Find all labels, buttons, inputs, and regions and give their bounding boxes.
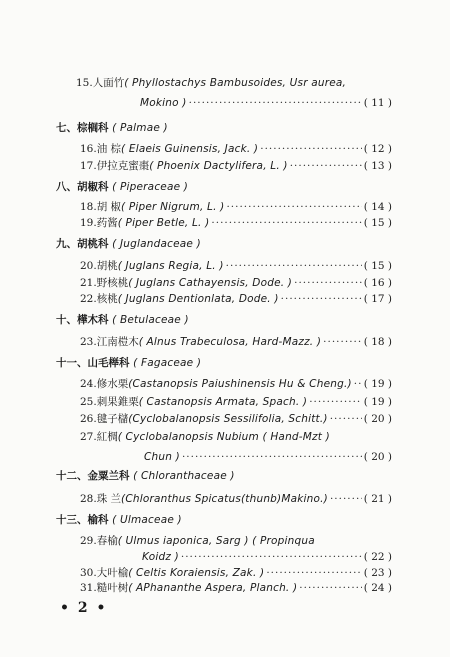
entry-latin-name: ( Castanopsis Armata, Spach. ) — [138, 396, 308, 408]
entry-chinese-name: 毽子櫧 — [96, 413, 129, 425]
toc-entry — [80, 160, 392, 173]
toc-entry-continuation — [140, 97, 392, 110]
entry-number: 30. — [80, 567, 97, 579]
entry-latin-continuation: Koidz ) — [142, 551, 179, 563]
entry-latin-name: ( Ulmus iaponica, Sarg ) ( Propinqua — [117, 535, 315, 547]
entry-number: 23. — [80, 336, 97, 348]
entry-latin-continuation: Chun ) — [144, 451, 180, 463]
toc-entry — [76, 77, 392, 90]
entry-latin-name: ( Elaeis Guinensis, Jack. ) — [121, 143, 259, 155]
entry-page: ( 15 ) — [363, 217, 392, 229]
entry-chinese-name: 野核桃 — [96, 277, 129, 289]
family-latin-name: ( Juglandaceae ) — [112, 238, 201, 250]
leader-dots — [281, 293, 362, 306]
family-latin-name: ( Piperaceae ) — [112, 181, 189, 193]
toc-entry — [80, 260, 392, 273]
entry-page: ( 24 ) — [363, 582, 392, 594]
family-chinese-name: 九、胡桃科 — [56, 238, 109, 250]
toc-entry — [80, 336, 392, 349]
entry-chinese-name: 胡桃 — [96, 260, 118, 272]
entry-latin-name: (Chloranthus Spicatus(thunb)Makino.) — [121, 493, 328, 505]
family-chinese-name: 八、胡椒科 — [56, 181, 109, 193]
entry-latin-name: ( Alnus Trabeculosa, Hard-Mazz. ) — [138, 336, 322, 348]
entry-chinese-name: 伊拉克蜜棗 — [96, 160, 150, 172]
toc-entry — [80, 413, 392, 426]
entry-number: 18. — [80, 201, 97, 213]
leader-dots — [290, 160, 362, 173]
entry-page: ( 17 ) — [363, 293, 392, 305]
leader-dots — [266, 567, 361, 580]
entry-latin-name: ( Juglans Regia, L. ) — [117, 260, 224, 272]
leader-dots — [211, 217, 361, 230]
toc-entry — [80, 201, 392, 214]
entry-latin-name: (Cyclobalanopsis Sessilifolia, Schitt.) — [128, 413, 328, 425]
entry-chinese-name: 江南榿木 — [96, 336, 139, 348]
entry-latin-name: ( APhananthe Aspera, Planch. ) — [128, 582, 298, 594]
family-heading — [56, 238, 450, 251]
toc-entry — [80, 378, 392, 391]
entry-page: ( 23 ) — [363, 567, 392, 579]
entry-number: 21. — [80, 277, 97, 289]
entry-page: ( 18 ) — [363, 336, 392, 348]
entry-page: ( 21 ) — [363, 493, 392, 505]
entry-page: ( 22 ) — [363, 551, 392, 563]
leader-dots — [294, 277, 362, 290]
entry-page: ( 19 ) — [363, 396, 392, 408]
entry-latin-name: ( Phyllostachys Bambusoides, Usr aurea, — [124, 77, 347, 89]
toc-entry — [80, 293, 392, 306]
entry-latin-name: ( Juglans Dentionlata, Dode. ) — [117, 293, 279, 305]
family-chinese-name: 七、棕榈科 — [56, 122, 109, 134]
entry-number: 15. — [76, 77, 93, 89]
family-chinese-name: 十二、金粟兰科 — [56, 470, 130, 482]
toc-entry — [80, 143, 392, 156]
leader-dots — [330, 493, 362, 506]
entry-latin-continuation: Mokino ) — [140, 97, 187, 109]
family-chinese-name: 十一、山毛榉科 — [56, 357, 130, 369]
leader-dots — [299, 582, 361, 595]
family-latin-name: ( Fagaceae ) — [133, 357, 202, 369]
entry-chinese-name: 核桃 — [96, 293, 118, 305]
entry-number: 20. — [80, 260, 97, 272]
family-latin-name: ( Chloranthaceae ) — [133, 470, 235, 482]
family-heading — [56, 314, 450, 327]
family-latin-name: ( Palmae ) — [112, 122, 168, 134]
leader-dots — [181, 551, 362, 564]
toc-entry-continuation — [144, 451, 392, 464]
entry-latin-name: ( Celtis Koraiensis, Zak. ) — [128, 567, 265, 579]
entry-latin-name: (Castanopsis Paiushinensis Hu & Cheng.) — [128, 378, 352, 390]
entry-number: 16. — [80, 143, 97, 155]
family-heading — [56, 181, 450, 194]
entry-chinese-name: 修水栗 — [96, 378, 129, 390]
entry-number: 17. — [80, 160, 97, 172]
entry-chinese-name: 珠 兰 — [96, 493, 122, 505]
toc-entry — [80, 277, 392, 290]
entry-page: ( 20 ) — [363, 413, 392, 425]
entry-chinese-name: 药酱 — [96, 217, 118, 229]
family-heading — [56, 357, 450, 370]
toc-entry — [80, 217, 392, 230]
entry-latin-name: ( Piper Betle, L. ) — [117, 217, 210, 229]
family-heading — [56, 514, 450, 527]
entry-latin-name: ( Piper Nigrum, L. ) — [121, 201, 225, 213]
entry-page: ( 16 ) — [363, 277, 392, 289]
leader-dots — [226, 201, 361, 214]
leader-dots — [330, 413, 362, 426]
entry-number: 31. — [80, 582, 97, 594]
leader-dots — [226, 260, 362, 273]
entry-chinese-name: 春榆 — [96, 535, 118, 547]
entry-page: ( 14 ) — [363, 201, 392, 213]
entry-page: ( 12 ) — [363, 143, 392, 155]
toc-entry — [80, 396, 392, 409]
toc-entry-continuation — [142, 551, 392, 564]
entry-latin-name: ( Juglans Cathayensis, Dode. ) — [128, 277, 293, 289]
entry-latin-name: ( Cyclobalanopsis Nubium ( Hand-Mzt ) — [117, 431, 330, 443]
toc-entry — [80, 431, 392, 444]
entry-number: 19. — [80, 217, 97, 229]
entry-page: ( 13 ) — [363, 160, 392, 172]
toc-entry — [80, 493, 392, 506]
entry-number: 22. — [80, 293, 97, 305]
entry-chinese-name: 油 棕 — [96, 143, 122, 155]
leader-dots — [354, 378, 362, 391]
family-heading — [56, 122, 450, 135]
toc-entry — [80, 582, 392, 595]
entry-page: ( 15 ) — [363, 260, 392, 272]
entry-chinese-name: 紅椆 — [96, 431, 118, 443]
entry-page: ( 19 ) — [363, 378, 392, 390]
entry-chinese-name: 刺果錐栗 — [96, 396, 139, 408]
entry-latin-name: ( Phoenix Dactylifera, L. ) — [149, 160, 288, 172]
toc-entry — [80, 567, 392, 580]
leader-dots — [189, 97, 362, 110]
family-heading — [56, 470, 450, 483]
entry-chinese-name: 胡 椒 — [96, 201, 122, 213]
entry-number: 26. — [80, 413, 97, 425]
leader-dots — [182, 451, 362, 464]
leader-dots — [260, 143, 362, 156]
family-chinese-name: 十三、榆科 — [56, 514, 109, 526]
entry-number: 29. — [80, 535, 97, 547]
entry-chinese-name: 糙叶树 — [96, 582, 129, 594]
leader-dots — [309, 396, 362, 409]
leader-dots — [323, 336, 362, 349]
toc-entry — [80, 535, 392, 548]
entry-number: 27. — [80, 431, 97, 443]
family-latin-name: ( Ulmaceae ) — [112, 514, 182, 526]
page-number: • 2 • — [60, 600, 108, 616]
entry-chinese-name: 人面竹 — [92, 77, 125, 89]
entry-page: ( 20 ) — [363, 451, 392, 463]
entry-number: 28. — [80, 493, 97, 505]
entry-chinese-name: 大叶榆 — [96, 567, 129, 579]
entry-number: 24. — [80, 378, 97, 390]
family-latin-name: ( Betulaceae ) — [112, 314, 189, 326]
family-chinese-name: 十、樺木科 — [56, 314, 109, 326]
entry-number: 25. — [80, 396, 97, 408]
entry-page: ( 11 ) — [363, 97, 392, 109]
